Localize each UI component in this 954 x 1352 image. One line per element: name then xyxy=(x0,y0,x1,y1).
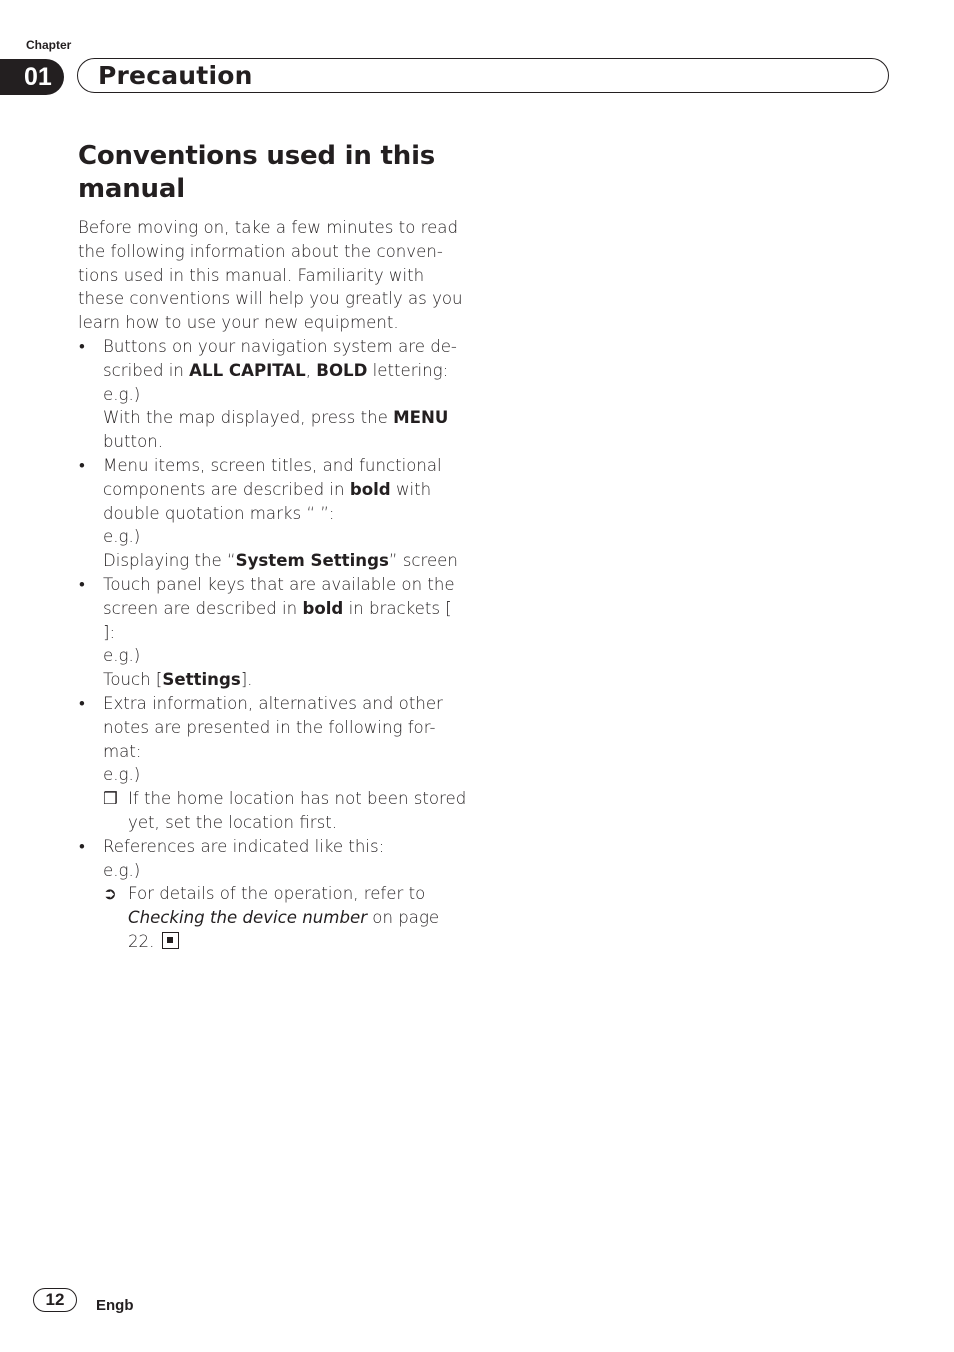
bullet-bold: bold xyxy=(302,598,344,618)
note-text: If the home location has not been stored yet, set the location first. xyxy=(128,789,467,832)
bullet-references xyxy=(78,835,468,954)
bullet-separator: , xyxy=(305,360,317,380)
language-code: Engb xyxy=(96,1297,134,1314)
bullet-bold: bold xyxy=(349,479,391,499)
example-text: button. xyxy=(103,432,164,452)
bullet-text: lettering: xyxy=(367,360,449,380)
bullet-text: Extra information, alternatives and other notes are presented in the following for- mat: xyxy=(103,693,443,761)
bullet-text: Menu items, screen titles, and functional components are described in xyxy=(103,455,442,499)
reference-link-text: Checking the device number xyxy=(128,908,368,928)
bullet-text: Buttons on your navigation system are de- scribed in xyxy=(103,336,457,380)
note-item xyxy=(103,787,468,835)
example-label: e.g.) xyxy=(103,646,141,666)
example-text: ” screen xyxy=(388,551,458,571)
bullet-text: in brackets [ ]: xyxy=(103,598,452,642)
example-label: e.g.) xyxy=(103,384,141,404)
reference-text: For details of the operation, refer to xyxy=(128,884,426,904)
intro-paragraph: Before moving on, take a few minutes to read the following information about the conven- tions used in this manual. Familiarity with these conventions will help you greatly as you learn how to use your new equipment. xyxy=(78,218,463,333)
example-text: Touch [ xyxy=(103,670,163,690)
chapter-number-tab xyxy=(0,59,64,95)
bullet-menu-items xyxy=(78,454,468,573)
section-title-line2: manual xyxy=(78,174,185,204)
bullet-bold: ALL CAPITAL xyxy=(189,360,306,380)
main-content xyxy=(78,140,468,954)
example-bold: System Settings xyxy=(235,551,389,571)
chapter-title: Precaution xyxy=(98,61,253,90)
bullet-buttons xyxy=(78,335,468,454)
example-text: ]. xyxy=(240,670,253,690)
reference-arrow-icon: ➲ xyxy=(103,884,117,904)
reference-text: on page 22. xyxy=(128,908,440,951)
end-of-section-icon xyxy=(162,932,179,949)
example-label: e.g.) xyxy=(103,527,141,547)
example-bold: Settings xyxy=(162,670,241,690)
reference-item xyxy=(103,882,468,953)
checkbox-note-icon: ❒ xyxy=(103,789,118,809)
bullet-touch-keys xyxy=(78,573,468,692)
bullet-text: References are indicated like this: xyxy=(103,836,385,856)
example-label: e.g.) xyxy=(103,860,141,880)
bullet-text: Touch panel keys that are available on the screen are described in xyxy=(103,574,455,618)
chapter-number: 01 xyxy=(24,62,52,91)
page-number xyxy=(33,1288,77,1312)
example-text: Displaying the “ xyxy=(103,551,236,571)
bullet-bold: BOLD xyxy=(316,360,368,380)
example-bold: MENU xyxy=(393,408,449,428)
chapter-label: Chapter xyxy=(26,38,72,52)
page-number-text: 12 xyxy=(45,1290,65,1309)
example-label: e.g.) xyxy=(103,765,141,785)
section-title xyxy=(78,140,468,206)
chapter-title-box xyxy=(77,58,889,93)
example-text: With the map displayed, press the xyxy=(103,408,394,428)
section-title-line1: Conventions used in this xyxy=(78,141,436,171)
bullet-extra-info xyxy=(78,692,468,835)
bullet-text: with double quotation marks “ ”: xyxy=(103,479,432,523)
